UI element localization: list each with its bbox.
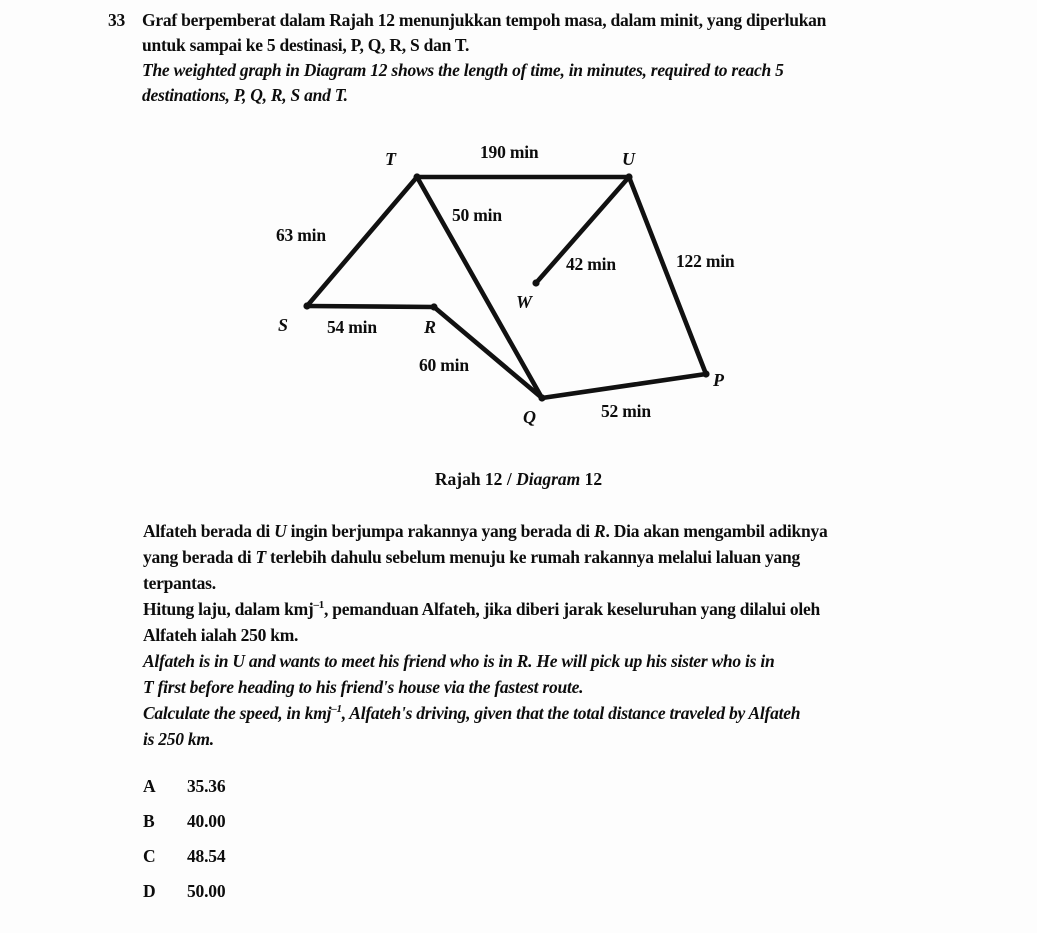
option-letter-c: C [143, 846, 156, 866]
body-malay-l1-c: . Dia akan mengambil adiknya [605, 521, 828, 541]
graph-edge-R-Q [434, 307, 542, 398]
option-value-a: 35.36 [187, 776, 226, 796]
body-english-line-1: Alfateh is in U and wants to meet his friend who is in R. He will pick up his sister who is in [143, 651, 775, 671]
graph-node-T [413, 173, 420, 180]
graph-node-label-P: P [713, 370, 724, 390]
graph-edges-group [307, 177, 706, 398]
graph-edge-label-T-U: 190 min [480, 142, 539, 162]
graph-edge-label-T-Q: 50 min [452, 205, 502, 225]
question-body [143, 518, 963, 752]
graph-node-U [625, 173, 632, 180]
body-malay-l4-b: , pemanduan Alfateh, jika diberi jarak keseluruhan yang dilalui oleh [324, 599, 820, 619]
body-english-l3-sup: –1 [331, 703, 342, 716]
body-malay-l2-b: terlebih dahulu sebelum menuju ke rumah rakannya melalui laluan yang [265, 547, 801, 567]
option-letter-a: A [143, 776, 156, 796]
body-malay-line-1 [143, 518, 963, 544]
body-english-l3-a: Calculate the speed, in kmj [143, 703, 332, 723]
graph-node-label-R: R [424, 317, 437, 337]
body-malay-l1-b: ingin berjumpa rakannya yang berada di [286, 521, 595, 541]
body-malay-l4-a: Hitung laju, dalam kmj [143, 599, 314, 619]
caption-english-word: Diagram [516, 469, 581, 489]
graph-edge-label-S-T: 63 min [276, 225, 326, 245]
diagram-caption [0, 468, 1037, 490]
graph-svg [0, 125, 1037, 455]
stem-english-line-1: The weighted graph in Diagram 12 shows the length of time, in minutes, required to reach 5 [142, 60, 784, 80]
body-malay-l2-t: T [255, 547, 266, 567]
stem-english-line-2: destinations, P, Q, R, S and T. [142, 85, 348, 105]
graph-node-label-U: U [622, 149, 635, 169]
answer-option-c[interactable] [143, 846, 543, 881]
graph-node-Q [538, 394, 545, 401]
answer-option-b[interactable] [143, 811, 543, 846]
graph-edge-label-S-R: 54 min [327, 317, 377, 337]
question-number: 33 [108, 10, 126, 30]
body-malay-l4-sup: –1 [313, 599, 324, 612]
caption-malay: Rajah 12 [434, 469, 503, 489]
option-letter-b: B [143, 811, 155, 831]
answer-option-a[interactable] [143, 776, 543, 811]
caption-separator: / [506, 469, 512, 489]
body-malay-line-4 [143, 596, 963, 622]
body-english-line-4: is 250 km. [143, 729, 214, 749]
option-letter-d: D [143, 881, 156, 901]
body-malay-line-2 [143, 544, 963, 570]
weighted-graph-diagram [0, 125, 1037, 455]
option-value-b: 40.00 [187, 811, 226, 831]
stem-malay-line-2: untuk sampai ke 5 destinasi, P, Q, R, S dan T. [142, 35, 470, 55]
graph-edge-U-P [629, 177, 706, 374]
graph-node-label-W: W [516, 292, 533, 312]
body-english-line-3 [143, 700, 963, 726]
body-malay-l2-a: yang berada di [143, 547, 256, 567]
body-malay-l1-a: Alfateh berada di [143, 521, 275, 541]
graph-edge-Q-P [542, 374, 706, 398]
question-stem [108, 8, 960, 108]
caption-number: 12 [584, 469, 603, 489]
graph-node-S [303, 302, 310, 309]
graph-node-label-S: S [278, 315, 289, 335]
graph-edge-label-W-U: 42 min [566, 254, 616, 274]
body-malay-l1-u: U [274, 521, 287, 541]
stem-first-row [108, 8, 960, 108]
body-malay-line-3: terpantas. [143, 573, 216, 593]
graph-node-P [702, 370, 709, 377]
graph-edge-label-U-P: 122 min [676, 251, 735, 271]
graph-edge-label-Q-P: 52 min [601, 401, 651, 421]
graph-node-W [532, 279, 539, 286]
answer-option-d[interactable] [143, 881, 543, 916]
graph-node-R [430, 303, 437, 310]
graph-node-label-Q: Q [523, 407, 536, 427]
body-malay-l1-r: R [594, 521, 606, 541]
option-value-d: 50.00 [187, 881, 226, 901]
body-english-line-2: T first before heading to his friend's house via the fastest route. [143, 677, 584, 697]
graph-edge-S-R [307, 306, 434, 307]
answer-options [143, 776, 543, 916]
body-malay-line-5: Alfateh ialah 250 km. [143, 625, 299, 645]
option-value-c: 48.54 [187, 846, 226, 866]
graph-edge-label-R-Q: 60 min [419, 355, 469, 375]
stem-body [142, 8, 960, 108]
body-english-l3-b: , Alfateh's driving, given that the total distance traveled by Alfateh [341, 703, 801, 723]
stem-malay-line-1: Graf berpemberat dalam Rajah 12 menunjukkan tempoh masa, dalam minit, yang diperlukan [142, 10, 827, 30]
graph-node-label-T: T [385, 149, 396, 169]
